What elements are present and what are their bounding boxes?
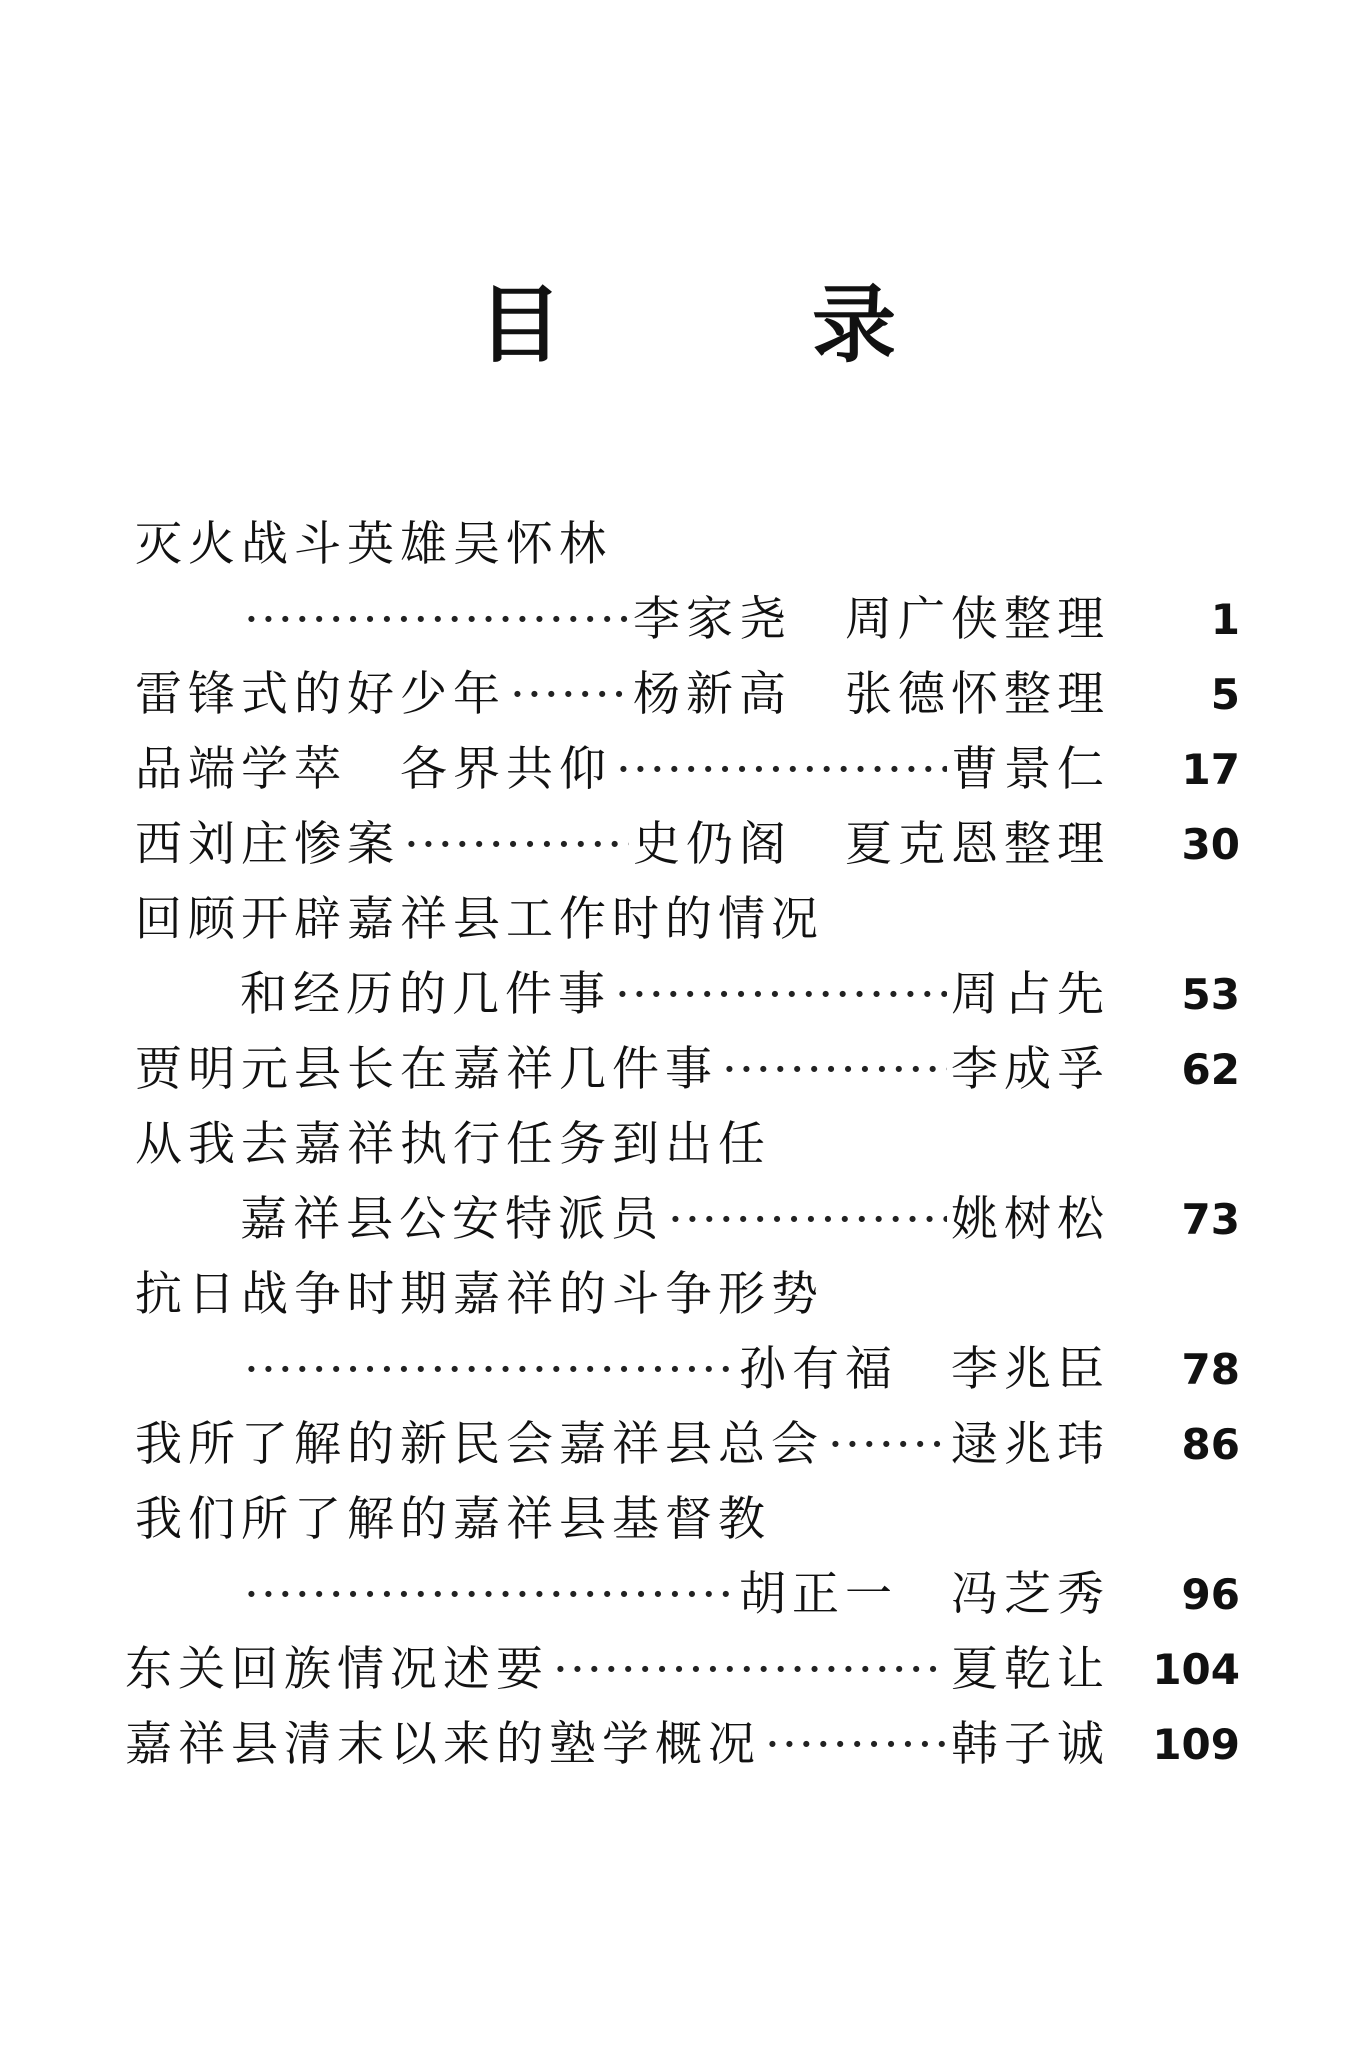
toc-entry-line xyxy=(125,1635,1110,1705)
title-char-2: 录 xyxy=(812,276,897,374)
toc-entry-line xyxy=(240,1335,1110,1405)
toc-entry-author: 杨新高 张德怀整理 xyxy=(633,667,1110,722)
toc-entry-author: 李家尧 周广侠整理 xyxy=(633,592,1110,647)
toc-entry-line xyxy=(135,1035,1110,1105)
toc-entry-page: 53 xyxy=(1181,970,1240,1019)
toc-entry-author: 胡正一 冯芝秀 xyxy=(739,1567,1110,1622)
toc-entry-title-cont: 嘉祥县公安特派员 xyxy=(240,1192,664,1247)
leader-dots xyxy=(828,1410,947,1480)
toc-entry-author: 曹景仁 xyxy=(951,742,1110,797)
toc-entry-title: 抗日战争时期嘉祥的斗争形势 xyxy=(135,1267,824,1322)
toc-entry-title: 东关回族情况述要 xyxy=(125,1642,549,1697)
toc-entry-author: 韩子诚 xyxy=(951,1717,1110,1772)
toc-entry-page: 104 xyxy=(1152,1645,1240,1694)
leader-dots xyxy=(615,960,947,1030)
leader-dots xyxy=(553,1635,947,1705)
toc-entry-author: 姚树松 xyxy=(951,1192,1110,1247)
toc-entry-page: 62 xyxy=(1181,1045,1240,1094)
leader-dots xyxy=(510,660,629,730)
leader-dots xyxy=(404,810,629,880)
toc-entry-title: 我所了解的新民会嘉祥县总会 xyxy=(135,1417,824,1472)
leader-dots xyxy=(244,1560,735,1630)
toc-entry-author: 逯兆玮 xyxy=(951,1417,1110,1472)
toc-entry-line xyxy=(135,660,1110,730)
toc-entry-line xyxy=(240,1560,1110,1630)
toc-entry-line xyxy=(125,1710,1110,1780)
toc-entry-title: 从我去嘉祥执行任务到出任 xyxy=(135,1117,771,1172)
toc-entry-line xyxy=(135,810,1110,880)
toc-entry-title: 品端学萃 各界共仰 xyxy=(135,742,612,797)
leader-dots xyxy=(765,1710,947,1780)
leader-dots xyxy=(722,1035,947,1105)
toc-entry-author: 夏乾让 xyxy=(951,1642,1110,1697)
toc-entry-title: 回顾开辟嘉祥县工作时的情况 xyxy=(135,892,824,947)
toc-entry-page: 17 xyxy=(1181,745,1240,794)
toc-entry-page: 1 xyxy=(1210,595,1240,644)
toc-entry-line xyxy=(135,1410,1110,1480)
leader-dots xyxy=(668,1185,947,1255)
toc-entry-author: 李成孚 xyxy=(951,1042,1110,1097)
toc-entry-line xyxy=(135,735,1110,805)
toc-entry-page: 73 xyxy=(1181,1195,1240,1244)
toc-entry-title: 嘉祥县清末以来的塾学概况 xyxy=(125,1717,761,1772)
toc-entry-line xyxy=(240,960,1110,1030)
toc-entry-page: 5 xyxy=(1210,670,1240,719)
leader-dots xyxy=(244,585,629,655)
toc-entry-page: 30 xyxy=(1181,820,1240,869)
title-char-1: 目 xyxy=(478,276,563,374)
toc-entry-author: 周占先 xyxy=(951,967,1110,1022)
toc-entry-title: 我们所了解的嘉祥县基督教 xyxy=(135,1492,771,1547)
toc-entry-title: 贾明元县长在嘉祥几件事 xyxy=(135,1042,718,1097)
toc-entry-title-cont: 和经历的几件事 xyxy=(240,967,611,1022)
leader-dots xyxy=(244,1335,735,1405)
toc-entry-author: 史仍阁 夏克恩整理 xyxy=(633,817,1110,872)
toc-entry-page: 78 xyxy=(1181,1345,1240,1394)
toc-entry-line xyxy=(240,1185,1110,1255)
toc-entry-page: 96 xyxy=(1181,1570,1240,1619)
toc-entry-title: 雷锋式的好少年 xyxy=(135,667,506,722)
toc-entry-title: 西刘庄惨案 xyxy=(135,817,400,872)
toc-entry-author: 孙有福 李兆臣 xyxy=(739,1342,1110,1397)
toc-entry-title: 灭火战斗英雄吴怀林 xyxy=(135,517,612,572)
toc-entry-page: 86 xyxy=(1181,1420,1240,1469)
toc-entry-page: 109 xyxy=(1152,1720,1240,1769)
leader-dots xyxy=(616,735,947,805)
toc-entry-line xyxy=(240,585,1110,655)
